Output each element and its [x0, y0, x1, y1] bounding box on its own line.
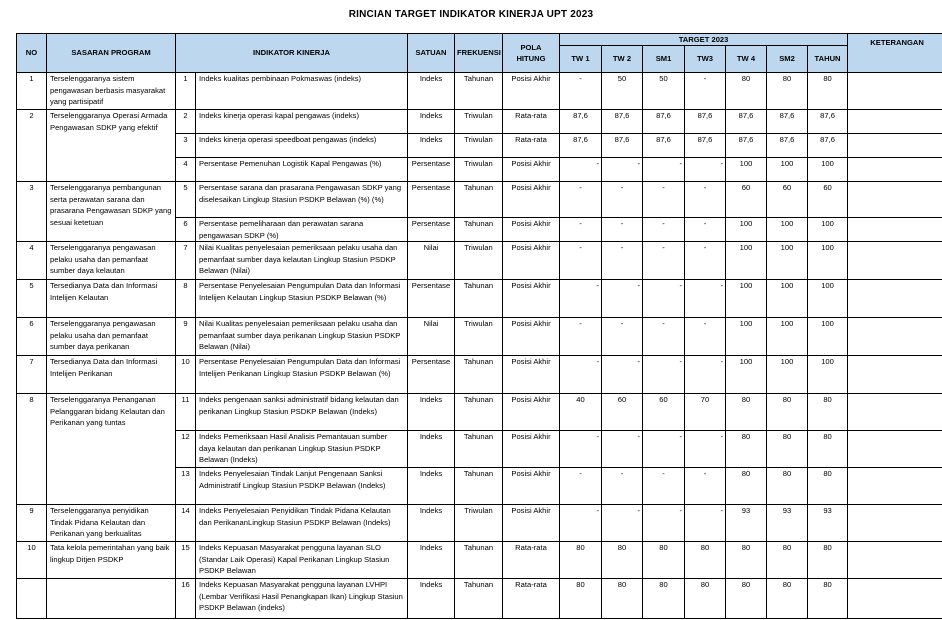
target-sm2-cell: 80 [767, 468, 808, 505]
sasaran-program: Terselenggaranya pembangunan serta perawatan sarana dan prasarana Pengawasan SDKP yang sesuai ketetuan [47, 182, 176, 242]
table-row [17, 394, 942, 431]
satuan-cell: Indeks [408, 394, 455, 431]
frekuensi-cell: Triwulan [455, 110, 503, 134]
header-sm2: SM2 [767, 46, 808, 73]
target-tw3-cell: - [685, 318, 726, 356]
indikator-kinerja: Indeks Penyelesaian Penyidikan Tindak Pidana Kelautan dan PerikananLingkup Stasiun PSDKP Belawan (Indeks) [196, 505, 408, 542]
target-tahun-cell: 100 [808, 356, 848, 394]
target-tw2-cell: 80 [602, 579, 643, 619]
target-tw3-cell: 70 [685, 394, 726, 431]
indikator-number: 4 [176, 158, 196, 182]
target-tw4-cell: 80 [726, 73, 767, 110]
group-number: 8 [17, 394, 47, 505]
target-sm2-cell: 80 [767, 542, 808, 579]
group-number: 6 [17, 318, 47, 356]
target-sm1-cell: - [643, 280, 685, 318]
keterangan-cell [848, 431, 942, 468]
pola-hitung-cell: Posisi Akhir [503, 280, 560, 318]
target-tw1-cell: - [560, 218, 602, 242]
indikator-number: 12 [176, 431, 196, 468]
header-no: NO [17, 34, 47, 73]
target-tahun-cell: 100 [808, 280, 848, 318]
indikator-number: 11 [176, 394, 196, 431]
pola-hitung-cell: Posisi Akhir [503, 73, 560, 110]
group-number: 3 [17, 182, 47, 242]
target-sm1-cell: 50 [643, 73, 685, 110]
indikator-number: 9 [176, 318, 196, 356]
keterangan-cell [848, 505, 942, 542]
target-sm1-cell: 87,6 [643, 134, 685, 158]
target-sm1-cell: 87,6 [643, 110, 685, 134]
satuan-cell: Indeks [408, 505, 455, 542]
target-tw1-cell: - [560, 468, 602, 505]
header-sm1: SM1 [643, 46, 685, 73]
target-tw1-cell: - [560, 158, 602, 182]
target-tahun-cell: 80 [808, 542, 848, 579]
satuan-cell: Nilai [408, 242, 455, 280]
sasaran-program: Terselenggaranya sistem pengawasan berbasis masyarakat yang partisipatif [47, 73, 176, 110]
target-tw2-cell: 80 [602, 542, 643, 579]
target-tw1-cell: 40 [560, 394, 602, 431]
target-sm1-cell: - [643, 431, 685, 468]
header-keterangan: KETERANGAN [848, 34, 942, 73]
indikator-kinerja: Indeks Kepuasan Masyarakat pengguna layanan SLO (Standar Laik Operasi) Kapal Perikanan Lingkup Stasiun PSDKP Belawan [196, 542, 408, 579]
target-sm2-cell: 100 [767, 280, 808, 318]
header-tahun: TAHUN [808, 46, 848, 73]
table-body [17, 73, 942, 619]
indikator-kinerja: Persentase Pemenuhan Logistik Kapal Pengawas (%) [196, 158, 408, 182]
target-sm2-cell: 100 [767, 158, 808, 182]
target-tw1-cell: 80 [560, 579, 602, 619]
target-sm2-cell: 80 [767, 431, 808, 468]
target-tahun-cell: 93 [808, 505, 848, 542]
target-tahun-cell: 80 [808, 394, 848, 431]
target-tahun-cell: 100 [808, 218, 848, 242]
target-sm1-cell: 80 [643, 542, 685, 579]
header-pola: POLA HITUNG [503, 34, 560, 73]
header-tw1: TW 1 [560, 46, 602, 73]
indikator-kinerja: Nilai Kualitas penyelesaian pemeriksaan pelaku usaha dan pemanfaat sumber daya perikanan Lingkup Stasiun PSDKP Belawan (Nilai) [196, 318, 408, 356]
target-sm2-cell: 80 [767, 73, 808, 110]
target-tw2-cell: - [602, 280, 643, 318]
sasaran-program: Terselenggaranya pengawasan pelaku usaha dan pemanfaat sumber daya kelautan [47, 242, 176, 280]
keterangan-cell [848, 468, 942, 505]
group-number-empty [17, 579, 47, 619]
target-tw1-cell: - [560, 280, 602, 318]
frekuensi-cell: Triwulan [455, 242, 503, 280]
target-tw3-cell: - [685, 505, 726, 542]
target-tw4-cell: 80 [726, 394, 767, 431]
table-row [17, 505, 942, 542]
target-tw1-cell: - [560, 182, 602, 218]
frekuensi-cell: Tahunan [455, 218, 503, 242]
group-number: 9 [17, 505, 47, 542]
target-tw3-cell: - [685, 182, 726, 218]
keterangan-cell [848, 356, 942, 394]
target-tw4-cell: 100 [726, 280, 767, 318]
target-tw3-cell: - [685, 242, 726, 280]
target-tw3-cell: 87,6 [685, 110, 726, 134]
frekuensi-cell: Triwulan [455, 318, 503, 356]
target-tw4-cell: 100 [726, 218, 767, 242]
header-satuan: SATUAN [408, 34, 455, 73]
target-sm1-cell: - [643, 505, 685, 542]
frekuensi-cell: Tahunan [455, 468, 503, 505]
frekuensi-cell: Tahunan [455, 356, 503, 394]
target-sm2-cell: 93 [767, 505, 808, 542]
pola-hitung-cell: Posisi Akhir [503, 242, 560, 280]
target-tw3-cell: - [685, 73, 726, 110]
target-sm2-cell: 87,6 [767, 134, 808, 158]
document-title: RINCIAN TARGET INDIKATOR KINERJA UPT 2023 [348, 9, 594, 20]
target-tw4-cell: 80 [726, 542, 767, 579]
frekuensi-cell: Tahunan [455, 280, 503, 318]
target-tw3-cell: - [685, 468, 726, 505]
indikator-number: 1 [176, 73, 196, 110]
target-tw4-cell: 60 [726, 182, 767, 218]
target-tw3-cell: - [685, 356, 726, 394]
target-sm2-cell: 60 [767, 182, 808, 218]
target-tw4-cell: 80 [726, 431, 767, 468]
sasaran-program: Tata kelola pemerintahan yang baik lingkup Ditjen PSDKP [47, 542, 176, 579]
indikator-number: 13 [176, 468, 196, 505]
pola-hitung-cell: Rata-rata [503, 110, 560, 134]
satuan-cell: Nilai [408, 318, 455, 356]
group-number: 2 [17, 110, 47, 182]
target-tw2-cell: - [602, 182, 643, 218]
target-sm1-cell: 80 [643, 579, 685, 619]
satuan-cell: Persentase [408, 218, 455, 242]
frekuensi-cell: Tahunan [455, 431, 503, 468]
sasaran-program-empty [47, 579, 176, 619]
satuan-cell: Indeks [408, 468, 455, 505]
keterangan-cell [848, 158, 942, 182]
satuan-cell: Indeks [408, 134, 455, 158]
target-tw2-cell: - [602, 318, 643, 356]
target-sm2-cell: 100 [767, 318, 808, 356]
table-row [17, 318, 942, 356]
indikator-number: 15 [176, 542, 196, 579]
header-tw4: TW 4 [726, 46, 767, 73]
target-tw4-cell: 100 [726, 158, 767, 182]
indikator-kinerja: Indeks kinerja operasi kapal pengawas (indeks) [196, 110, 408, 134]
target-tahun-cell: 80 [808, 468, 848, 505]
target-sm1-cell: - [643, 356, 685, 394]
indikator-kinerja: Persentase Penyelesaian Pengumpulan Data dan Informasi Intelijen Perikanan Lingkup Stasiun PSDKP Belawan (%) [196, 356, 408, 394]
header-tw2: TW 2 [602, 46, 643, 73]
header-sasaran: SASARAN PROGRAM [47, 34, 176, 73]
target-tw2-cell: - [602, 158, 643, 182]
frekuensi-cell: Tahunan [455, 394, 503, 431]
target-sm2-cell: 100 [767, 242, 808, 280]
satuan-cell: Persentase [408, 280, 455, 318]
pola-hitung-cell: Posisi Akhir [503, 218, 560, 242]
table-row [17, 110, 942, 134]
pola-hitung-cell: Posisi Akhir [503, 394, 560, 431]
target-tahun-cell: 87,6 [808, 134, 848, 158]
pola-hitung-cell: Posisi Akhir [503, 356, 560, 394]
satuan-cell: Persentase [408, 356, 455, 394]
frekuensi-cell: Triwulan [455, 505, 503, 542]
pola-hitung-cell: Posisi Akhir [503, 505, 560, 542]
indikator-kinerja: Indeks kinerja operasi speedboat pengawas (indeks) [196, 134, 408, 158]
table-row [17, 356, 942, 394]
target-sm1-cell: 60 [643, 394, 685, 431]
frekuensi-cell: Tahunan [455, 73, 503, 110]
table-row [17, 242, 942, 280]
sasaran-program: Tersedianya Data dan Informasi Intelijen Perikanan [47, 356, 176, 394]
target-sm2-cell: 100 [767, 218, 808, 242]
target-sm1-cell: - [643, 182, 685, 218]
pola-hitung-cell: Posisi Akhir [503, 468, 560, 505]
indikator-kinerja: Indeks pengenaan sanksi administratif bidang kelautan dan perikanan Lingkup Stasiun PSDKP Belawan (Indeks) [196, 394, 408, 431]
keterangan-cell [848, 394, 942, 431]
target-tw3-cell: 80 [685, 579, 726, 619]
sasaran-program: Terselenggaranya pengawasan pelaku usaha dan pemanfaat sumber daya perikanan [47, 318, 176, 356]
target-tw2-cell: 87,6 [602, 134, 643, 158]
sasaran-program: Terselenggaranya Operasi Armada Pengawasan SDKP yang efektif [47, 110, 176, 182]
target-tw1-cell: - [560, 318, 602, 356]
target-sm1-cell: - [643, 468, 685, 505]
satuan-cell: Indeks [408, 579, 455, 619]
header-tw3: TW3 [685, 46, 726, 73]
sasaran-program: Terselenggaranya Penanganan Pelanggaran bidang Kelautan dan Perikanan yang tuntas [47, 394, 176, 505]
target-tahun-cell: 80 [808, 73, 848, 110]
keterangan-cell [848, 134, 942, 158]
target-tw1-cell: 87,6 [560, 134, 602, 158]
target-sm1-cell: - [643, 242, 685, 280]
indikator-kinerja: Indeks kualitas pembinaan Pokmaswas (indeks) [196, 73, 408, 110]
table-row [17, 182, 942, 218]
indikator-number: 14 [176, 505, 196, 542]
frekuensi-cell: Triwulan [455, 134, 503, 158]
target-tw1-cell: - [560, 242, 602, 280]
target-tw2-cell: - [602, 242, 643, 280]
target-sm2-cell: 80 [767, 394, 808, 431]
target-tw4-cell: 100 [726, 318, 767, 356]
target-tw2-cell: 50 [602, 73, 643, 110]
sasaran-program: Tersedianya Data dan Informasi Intelijen Kelautan [47, 280, 176, 318]
pola-hitung-cell: Posisi Akhir [503, 431, 560, 468]
keterangan-cell [848, 280, 942, 318]
pola-hitung-cell: Rata-rata [503, 134, 560, 158]
target-tahun-cell: 80 [808, 579, 848, 619]
satuan-cell: Persentase [408, 158, 455, 182]
target-tw2-cell: - [602, 431, 643, 468]
group-number: 7 [17, 356, 47, 394]
target-tw4-cell: 87,6 [726, 134, 767, 158]
frekuensi-cell: Triwulan [455, 158, 503, 182]
target-tw3-cell: 80 [685, 542, 726, 579]
indikator-number: 7 [176, 242, 196, 280]
keterangan-cell [848, 110, 942, 134]
pola-hitung-cell: Rata-rata [503, 542, 560, 579]
target-tw4-cell: 100 [726, 242, 767, 280]
target-tw4-cell: 93 [726, 505, 767, 542]
target-tahun-cell: 100 [808, 242, 848, 280]
target-sm2-cell: 80 [767, 579, 808, 619]
header-target: TARGET 2023 [560, 34, 848, 46]
indikator-number: 6 [176, 218, 196, 242]
satuan-cell: Indeks [408, 73, 455, 110]
group-number: 5 [17, 280, 47, 318]
header-frekuensi: FREKUENSI [455, 34, 503, 73]
target-tw2-cell: 87,6 [602, 110, 643, 134]
target-tw4-cell: 80 [726, 579, 767, 619]
target-tw2-cell: - [602, 505, 643, 542]
target-tw1-cell: - [560, 356, 602, 394]
keterangan-cell [848, 579, 942, 619]
indikator-kinerja: Nilai Kualitas penyelesaian pemeriksaan pelaku usaha dan pemanfaat sumber daya kelautan Lingkup Stasiun PSDKP Belawan (Nilai) [196, 242, 408, 280]
target-tw2-cell: - [602, 356, 643, 394]
target-sm2-cell: 100 [767, 356, 808, 394]
group-number: 10 [17, 542, 47, 579]
keterangan-cell [848, 182, 942, 218]
table-row [17, 73, 942, 110]
keterangan-cell [848, 242, 942, 280]
target-table [16, 33, 942, 619]
target-tahun-cell: 80 [808, 431, 848, 468]
keterangan-cell [848, 73, 942, 110]
target-tw3-cell: - [685, 218, 726, 242]
frekuensi-cell: Tahunan [455, 182, 503, 218]
pola-hitung-cell: Rata-rata [503, 579, 560, 619]
keterangan-cell [848, 542, 942, 579]
indikator-kinerja: Indeks Kepuasan Masyarakat pengguna layanan LVHPI (Lembar Verifikasi Hasil Penangkapan Ikan) Lingkup Stasiun PSDKP Belawan (indeks) [196, 579, 408, 619]
group-number: 1 [17, 73, 47, 110]
satuan-cell: Indeks [408, 542, 455, 579]
group-number: 4 [17, 242, 47, 280]
target-tw1-cell: 87,6 [560, 110, 602, 134]
satuan-cell: Indeks [408, 431, 455, 468]
indikator-number: 3 [176, 134, 196, 158]
indikator-number: 2 [176, 110, 196, 134]
target-tw4-cell: 100 [726, 356, 767, 394]
target-tw1-cell: 80 [560, 542, 602, 579]
target-sm2-cell: 87,6 [767, 110, 808, 134]
target-tw2-cell: - [602, 468, 643, 505]
target-tw3-cell: 87,6 [685, 134, 726, 158]
target-tw4-cell: 80 [726, 468, 767, 505]
pola-hitung-cell: Posisi Akhir [503, 158, 560, 182]
frekuensi-cell: Tahunan [455, 579, 503, 619]
target-tw1-cell: - [560, 431, 602, 468]
target-sm1-cell: - [643, 318, 685, 356]
indikator-kinerja: Persentase sarana dan prasarana Pengawasan SDKP yang diselesaikan Lingkup Stasiun PSDKP Belawan (%) (%) [196, 182, 408, 218]
table-row [17, 280, 942, 318]
target-tw4-cell: 87,6 [726, 110, 767, 134]
indikator-number: 5 [176, 182, 196, 218]
target-tahun-cell: 60 [808, 182, 848, 218]
table-row [17, 579, 942, 619]
target-tw3-cell: - [685, 280, 726, 318]
target-tw1-cell: - [560, 505, 602, 542]
pola-hitung-cell: Posisi Akhir [503, 318, 560, 356]
header-indikator: INDIKATOR KINERJA [176, 34, 408, 73]
target-sm1-cell: - [643, 158, 685, 182]
target-tahun-cell: 100 [808, 318, 848, 356]
target-sm1-cell: - [643, 218, 685, 242]
target-tw2-cell: 60 [602, 394, 643, 431]
target-tw1-cell: - [560, 73, 602, 110]
indikator-kinerja: Indeks Pemeriksaan Hasil Analisis Pemantauan sumber daya kelautan dan perikanan Lingkup Stasiun PSDKP Belawan (Indeks) [196, 431, 408, 468]
indikator-kinerja: Indeks Penyelesaian Tindak Lanjut Pengenaan Sanksi Administratif Lingkup Stasiun PSDKP Belawan (Indeks) [196, 468, 408, 505]
indikator-kinerja: Persentase Penyelesaian Pengumpulan Data dan Informasi Intelijen Kelautan Lingkup Stasiun PSDKP Belawan (%) [196, 280, 408, 318]
indikator-number: 10 [176, 356, 196, 394]
table-row [17, 542, 942, 579]
satuan-cell: Persentase [408, 182, 455, 218]
keterangan-cell [848, 218, 942, 242]
target-tahun-cell: 87,6 [808, 110, 848, 134]
pola-hitung-cell: Posisi Akhir [503, 182, 560, 218]
frekuensi-cell: Tahunan [455, 542, 503, 579]
satuan-cell: Indeks [408, 110, 455, 134]
indikator-kinerja: Persentase pemeliharaan dan perawatan sarana pengawasan SDKP (%) [196, 218, 408, 242]
target-tw2-cell: - [602, 218, 643, 242]
target-tahun-cell: 100 [808, 158, 848, 182]
sasaran-program: Terselenggaranya penyidikan Tindak Pidana Kelautan dan Perikanan yang berkualitas [47, 505, 176, 542]
target-tw3-cell: - [685, 431, 726, 468]
indikator-number: 16 [176, 579, 196, 619]
indikator-number: 8 [176, 280, 196, 318]
keterangan-cell [848, 318, 942, 356]
target-tw3-cell: - [685, 158, 726, 182]
